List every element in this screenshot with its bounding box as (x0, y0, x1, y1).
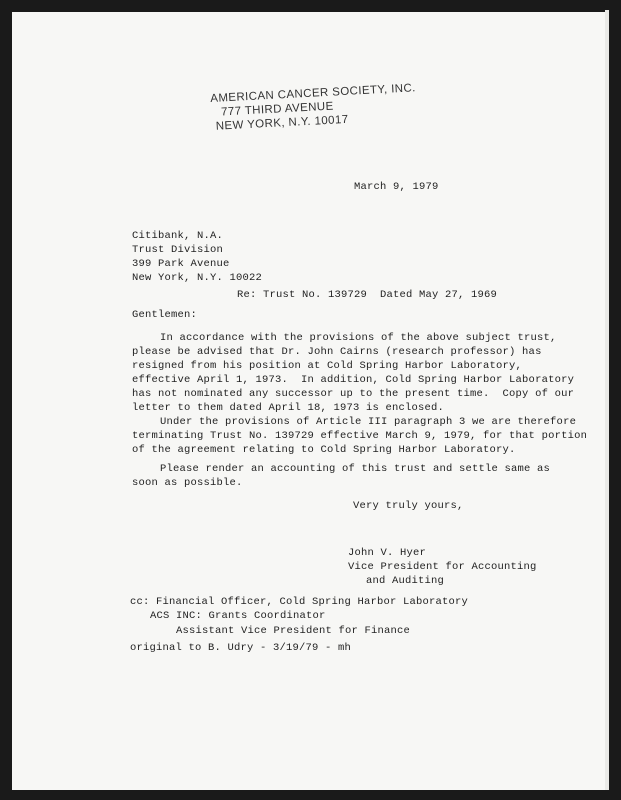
recipient-line-2: Trust Division (132, 244, 224, 256)
paragraph-3-line: soon as possible. (132, 477, 243, 489)
closing: Very truly yours, (353, 500, 464, 512)
paragraph-1-line: letter to them dated April 18, 1973 is enclosed. (132, 402, 445, 414)
letter-date: March 9, 1979 (354, 181, 439, 193)
paragraph-1-line: In accordance with the provisions of the above subject trust, (160, 332, 557, 344)
stamp-line-3: NEW YORK, N.Y. 10017 (215, 113, 349, 133)
stamp-line-1: AMERICAN CANCER SOCIETY, INC. (210, 82, 417, 105)
signature-name: John V. Hyer (348, 547, 427, 559)
recipient-line-4: New York, N.Y. 10022 (132, 272, 263, 284)
paragraph-2-line: Under the provisions of Article III paragraph 3 we are therefore (160, 416, 577, 428)
salutation: Gentlemen: (132, 309, 198, 321)
letter-page (12, 12, 606, 790)
signature-title-2: and Auditing (366, 575, 445, 587)
paragraph-1-line: resigned from his position at Cold Spring Harbor Laboratory, (132, 360, 523, 372)
recipient-line-3: 399 Park Avenue (132, 258, 230, 270)
letterhead-stamp (210, 82, 417, 134)
paragraph-1-line: has not nominated any successor up to the present time. Copy of our (132, 388, 575, 400)
reference-line: Re: Trust No. 139729 Dated May 27, 1969 (237, 289, 498, 301)
distribution-note: original to B. Udry - 3/19/79 - mh (130, 642, 352, 654)
paragraph-1-line: please be advised that Dr. John Cairns (research professor) has (132, 346, 542, 358)
stamp-line-2: 777 THIRD AVENUE (220, 100, 334, 119)
cc-line-2: ACS INC: Grants Coordinator (150, 610, 326, 622)
paragraph-2-line: terminating Trust No. 139729 effective March 9, 1979, for that portion (132, 430, 588, 442)
paragraph-2-line: of the agreement relating to Cold Spring Harbor Laboratory. (132, 444, 516, 456)
paragraph-1-line: effective April 1, 1973. In addition, Cold Spring Harbor Laboratory (132, 374, 575, 386)
page-edge (605, 10, 609, 790)
signature-title-1: Vice President for Accounting (348, 561, 537, 573)
recipient-line-1: Citibank, N.A. (132, 230, 224, 242)
paragraph-3-line: Please render an accounting of this trust and settle same as (160, 463, 551, 475)
cc-line-1: cc: Financial Officer, Cold Spring Harbor Laboratory (130, 596, 469, 608)
cc-line-3: Assistant Vice President for Finance (176, 625, 411, 637)
